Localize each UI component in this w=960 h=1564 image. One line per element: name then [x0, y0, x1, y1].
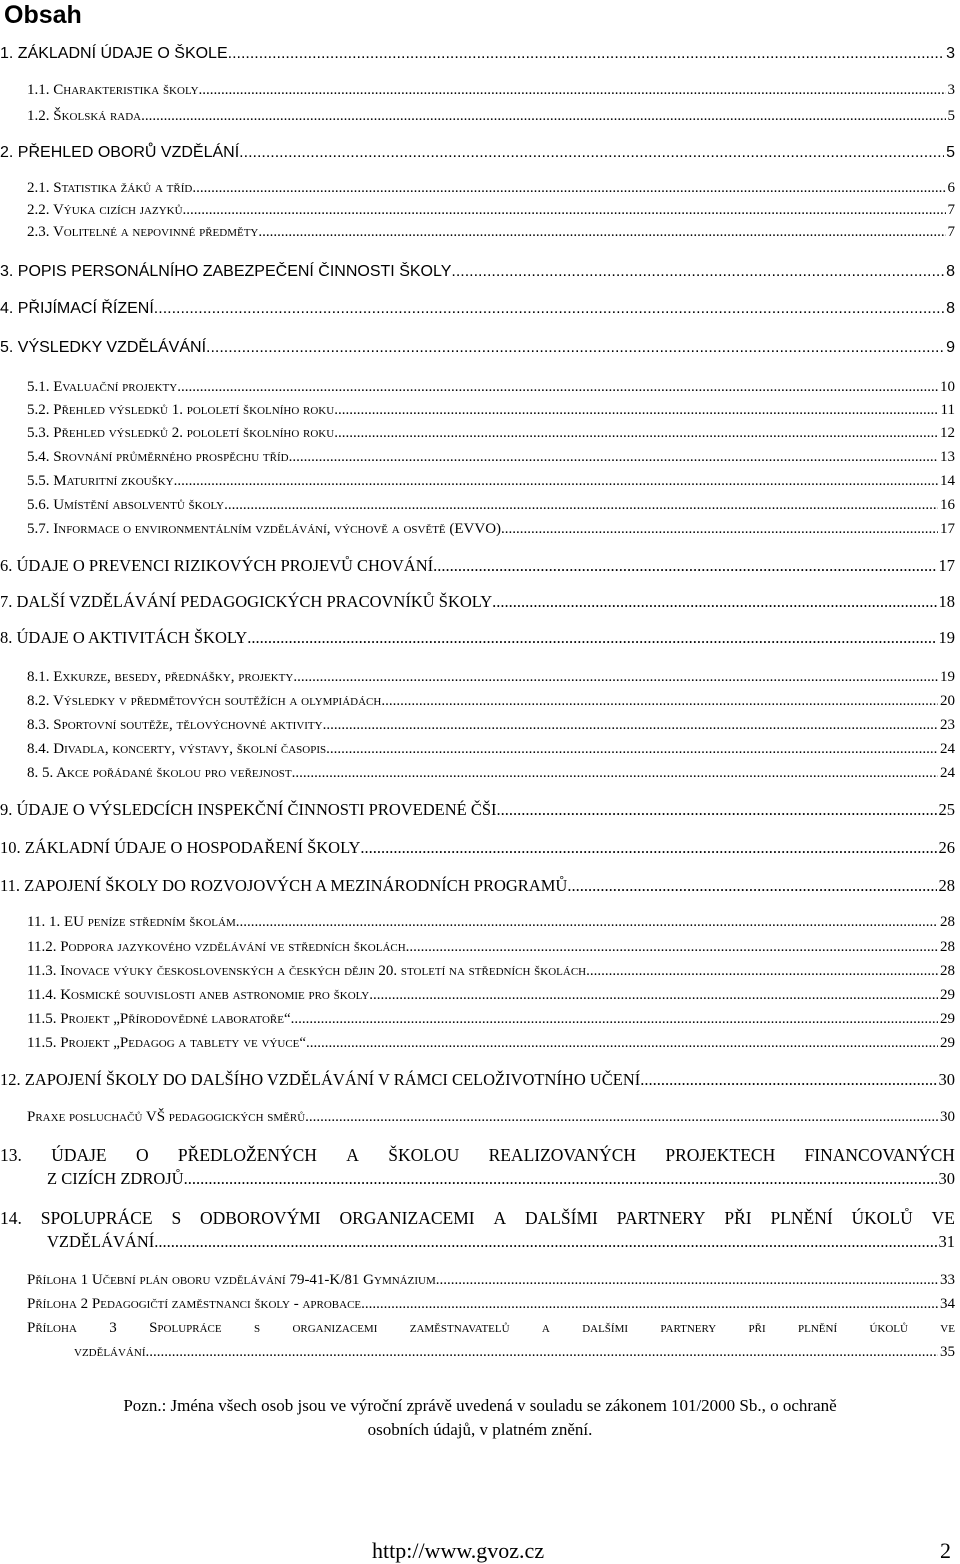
toc-entry-word: při [748, 1320, 766, 1336]
dot-leader [501, 519, 938, 539]
toc-entry[interactable] [0, 338, 955, 358]
toc-entry-page: 6 [947, 180, 955, 196]
toc-entry-word: O [135, 1145, 149, 1165]
toc-entry-label: 5.2. Přehled výsledků 1. pololetí školního roku [27, 402, 335, 418]
toc-entry-word: VE [931, 1208, 955, 1228]
toc-entry[interactable] [0, 838, 955, 858]
toc-entry-word: A [346, 1145, 359, 1165]
toc-entry-word: ve [940, 1320, 955, 1336]
toc-entry-page: 31 [938, 1232, 955, 1251]
toc-entry[interactable] [0, 800, 955, 820]
toc-entry-label: 5.5. Maturitní zkoušky [27, 473, 174, 489]
toc-entry-page: 14 [940, 473, 955, 489]
toc-entry[interactable] [27, 495, 955, 515]
toc-entry-word: s [253, 1320, 261, 1336]
dot-leader [436, 1270, 938, 1290]
toc-entry-label: 3. POPIS PERSONÁLNÍHO ZABEZPEČENÍ ČINNOSTI ŠKOLY [0, 263, 452, 280]
toc-entry-word: PŘI [724, 1208, 752, 1228]
toc-entry-page: 30 [938, 1070, 955, 1089]
toc-entry-continuation[interactable] [47, 1169, 955, 1189]
toc-entry[interactable] [27, 691, 955, 711]
toc-entry-label: 8.2. Výsledky v předmětových soutěžích a olympiádách [27, 693, 382, 709]
toc-entry-page: 16 [940, 497, 955, 513]
dot-leader [199, 80, 946, 100]
privacy-note-line-1: Pozn.: Jména všech osob jsou ve výroční zprávě uvedená v souladu se zákonem 101/2000 Sb., o ochraně [123, 1396, 837, 1415]
toc-entry-label: 11.2. Podpora jazykového vzdělávání ve středních školách [27, 939, 406, 955]
toc-entry-label: Praxe posluchačů VŠ pedagogických směrů [27, 1109, 306, 1125]
dot-leader [239, 143, 944, 163]
toc-entry[interactable] [27, 985, 955, 1005]
toc-entry-page: 29 [940, 1011, 955, 1027]
dot-leader [247, 628, 936, 648]
toc-entry-page: 10 [940, 379, 955, 395]
dot-leader [492, 592, 936, 612]
toc-entry-page: 17 [938, 556, 955, 575]
toc-entry-label: 5.7. Informace o environmentálním vzdělávání, výchově a osvětě (EVVO) [27, 521, 502, 537]
toc-entry[interactable] [27, 222, 955, 242]
toc-entry[interactable] [27, 1107, 955, 1127]
toc-entry-page: 5 [946, 144, 955, 161]
toc-entry-page: 25 [938, 800, 955, 819]
toc-entry-word: S [171, 1208, 182, 1228]
toc-entry-word: dalšími [582, 1320, 629, 1336]
toc-entry-label: 1.2. Školská rada [27, 108, 142, 124]
toc-entry-page: 34 [940, 1296, 955, 1312]
dot-leader [141, 106, 945, 126]
dot-leader [433, 556, 936, 576]
toc-entry-label: 8.3. Sportovní soutěže, tělovýchovné aktivity [27, 717, 323, 733]
dot-leader [292, 763, 938, 783]
toc-entry-page: 8 [946, 263, 955, 280]
toc-entry[interactable] [27, 1270, 955, 1290]
toc-entry-page: 7 [947, 202, 955, 218]
toc-entry[interactable] [27, 471, 955, 491]
toc-entry-label: 11.5. Projekt „Přírodovědné laboratoře“ [27, 1011, 291, 1027]
toc-entry[interactable] [0, 299, 955, 319]
toc-entry-label: Příloha 2 Pedagogičtí zaměstnanci školy - aprobace [27, 1296, 362, 1312]
toc-entry-label: 5.1. Evaluační projekty [27, 379, 178, 395]
toc-entry[interactable] [0, 262, 955, 282]
toc-entry-word: SPOLUPRÁCE [40, 1208, 153, 1228]
toc-entry-page: 23 [940, 717, 955, 733]
toc-entry[interactable] [0, 592, 955, 612]
toc-entry-page: 17 [940, 521, 955, 537]
dot-leader [361, 1294, 938, 1314]
toc-entry-word: úkolů [869, 1320, 908, 1336]
dot-leader [236, 912, 938, 932]
dot-leader [451, 262, 944, 282]
dot-leader [174, 471, 938, 491]
toc-entry-word: A [493, 1208, 507, 1228]
toc-entry-page: 29 [940, 1035, 955, 1051]
dot-leader [360, 838, 936, 858]
dot-leader [291, 1009, 938, 1029]
dot-leader [228, 44, 944, 64]
toc-entry[interactable] [27, 667, 955, 687]
toc-entry-word: a [541, 1320, 550, 1336]
dot-leader [323, 715, 938, 735]
toc-entry[interactable] [27, 377, 955, 397]
toc-entry[interactable] [27, 178, 955, 198]
toc-entry-word: 13. [0, 1145, 22, 1165]
toc-entry-continuation[interactable] [74, 1342, 955, 1362]
toc-entry-label: 2.3. Volitelné a nepovinné předměty [27, 224, 259, 240]
dot-leader [334, 400, 938, 420]
toc-entry-page: 19 [938, 628, 955, 647]
toc-entry[interactable] [0, 876, 955, 896]
toc-entry-label: 11. 1. EU peníze středním školám [27, 914, 236, 930]
toc-entry-label: 5.4. Srovnání průměrného prospěchu tříd [27, 449, 289, 465]
toc-entry-word: PROJEKTECH [665, 1145, 776, 1165]
toc-entry-page: 28 [938, 876, 955, 895]
toc-entry[interactable] [27, 200, 955, 220]
dot-leader [184, 1169, 937, 1189]
toc-entry[interactable] [0, 1208, 955, 1228]
toc-entry-page: 29 [940, 987, 955, 1003]
toc-entry[interactable] [27, 739, 955, 759]
dot-leader [258, 222, 945, 242]
toc-entry-page: 35 [940, 1344, 955, 1360]
toc-entry[interactable] [27, 1009, 955, 1029]
toc-entry[interactable] [27, 1033, 955, 1053]
toc-entry[interactable] [27, 519, 955, 539]
toc-entry-word: ŠKOLOU [388, 1145, 460, 1165]
dot-leader [306, 1033, 938, 1053]
toc-entry-label: 11.4. Kosmické souvislosti aneb astronomie pro školy [27, 987, 370, 1003]
toc-entry-label: 9. ÚDAJE O VÝSLEDCÍCH INSPEKČNÍ ČINNOSTI PROVEDENÉ ČŠI [0, 800, 497, 819]
toc-entry-word: REALIZOVANÝCH [488, 1145, 637, 1165]
toc-entry-word: FINANCOVANÝCH [804, 1145, 955, 1165]
toc-entry-word: 3 [109, 1320, 117, 1336]
toc-entry[interactable] [0, 44, 955, 64]
toc-entry-label: 8.1. Exkurze, besedy, přednášky, projekty [27, 669, 294, 685]
toc-entry-label: 5. VÝSLEDKY VZDĚLÁVÁNÍ [0, 339, 207, 356]
toc-entry-label: 2. PŘEHLED OBORŮ VZDĚLÁNÍ [0, 144, 240, 161]
toc-entry-label: 12. ZAPOJENÍ ŠKOLY DO DALŠÍHO VZDĚLÁVÁNÍ V RÁMCI CELOŽIVOTNÍHO UČENÍ [0, 1070, 641, 1089]
toc-entry-page: 13 [940, 449, 955, 465]
toc-entry[interactable] [27, 763, 955, 783]
toc-entry-word: ODBOROVÝMI [200, 1208, 321, 1228]
toc-entry-label: 11.3. Inovace výuky československých a českých dějin 20. století na středních školách [27, 963, 587, 979]
toc-entry-label: 8. ÚDAJE O AKTIVITÁCH ŠKOLY [0, 628, 248, 647]
toc-entry[interactable] [27, 1294, 955, 1314]
toc-entry-word: Příloha [27, 1320, 77, 1336]
dot-leader [497, 800, 937, 820]
dot-leader [369, 985, 938, 1005]
toc-entry-label: 1.1. Charakteristika školy [27, 82, 199, 98]
toc-entry-label: 7. DALŠÍ VZDĚLÁVÁNÍ PEDAGOGICKÝCH PRACOVNÍKŮ ŠKOLY [0, 592, 493, 611]
toc-entry[interactable] [27, 423, 955, 443]
dot-leader [145, 1342, 938, 1362]
dot-leader [326, 739, 938, 759]
toc-entry-label: 8.4. Divadla, koncerty, výstavy, školní časopis [27, 741, 327, 757]
toc-entry-page: 33 [940, 1272, 955, 1288]
toc-entry-page: 26 [938, 838, 955, 857]
toc-entry-page: 12 [940, 425, 955, 441]
toc-entry-page: 11 [940, 402, 955, 418]
toc-entry-word: 14. [0, 1208, 22, 1228]
toc-entry-word: PLNĚNÍ [770, 1208, 833, 1228]
toc-entry-page: 18 [938, 592, 955, 611]
toc-entry[interactable] [0, 628, 955, 648]
dot-leader [567, 876, 936, 896]
dot-leader [381, 691, 938, 711]
toc-entry[interactable] [0, 1070, 955, 1090]
dot-leader [183, 200, 946, 220]
dot-leader [293, 667, 938, 687]
toc-entry-page: 24 [940, 741, 955, 757]
dot-leader [177, 377, 938, 397]
toc-entry[interactable] [27, 715, 955, 735]
toc-entry-label: 1. ZÁKLADNÍ ÚDAJE O ŠKOLE [0, 45, 228, 62]
footer-url[interactable]: http://www.gvoz.cz [372, 1538, 545, 1563]
dot-leader [224, 495, 938, 515]
toc-entry-page: 20 [940, 693, 955, 709]
toc-entry-label: Příloha 1 Učební plán oboru vzdělávání 79-41-K/81 Gymnázium [27, 1272, 436, 1288]
toc-entry-page: 19 [940, 669, 955, 685]
toc-entry-page: 8 [946, 300, 955, 317]
toc-entry-word: plnění [798, 1320, 838, 1336]
toc-entry-label: 2.1. Statistika žáků a tříd [27, 180, 193, 196]
toc-entry-word: zaměstnavatelů [409, 1320, 510, 1336]
toc-entry-word: ÚKOLŮ [851, 1208, 913, 1228]
toc-entry-word: PARTNERY [616, 1208, 706, 1228]
toc-entry-page: 28 [940, 963, 955, 979]
toc-entry-label: vzdělávání [74, 1344, 146, 1360]
toc-entry-label: VZDĚLÁVÁNÍ [47, 1232, 155, 1251]
toc-entry-page: 3 [947, 82, 955, 98]
toc-entry[interactable] [27, 106, 955, 126]
toc-entry-label: 5.6. Umístění absolventů školy [27, 497, 225, 513]
toc-entry[interactable] [27, 961, 955, 981]
toc-entry[interactable] [27, 937, 955, 957]
dot-leader [192, 178, 945, 198]
toc-entry-label: 4. PŘIJÍMACÍ ŘÍZENÍ [0, 300, 154, 317]
toc-entry-page: 7 [947, 224, 955, 240]
toc-entry-page: 30 [938, 1169, 955, 1188]
toc-entry-word: partnery [660, 1320, 717, 1336]
dot-leader [640, 1070, 936, 1090]
footer-page-number: 2 [940, 1538, 951, 1563]
dot-leader [154, 299, 944, 319]
toc-entry-label: 11.5. Projekt „Pedagog a tablety ve výuce“ [27, 1035, 307, 1051]
dot-leader [406, 937, 938, 957]
toc-entry-word: ÚDAJE [51, 1145, 107, 1165]
toc-entry[interactable] [27, 80, 955, 100]
toc-entry-page: 28 [940, 939, 955, 955]
dot-leader [289, 447, 938, 467]
toc-entry[interactable] [0, 1145, 955, 1165]
toc-entry-label: 2.2. Výuka cizích jazyků [27, 202, 183, 218]
privacy-note-line-2: osobních údajů, v platném znění. [367, 1420, 593, 1439]
toc-entry-page: 9 [946, 339, 955, 356]
toc-entry-page: 30 [940, 1109, 955, 1125]
toc-entry-label: 8. 5. Akce pořádané školou pro veřejnost [27, 765, 292, 781]
toc-entry-page: 5 [947, 108, 955, 124]
toc-entry-label: 6. ÚDAJE O PREVENCI RIZIKOVÝCH PROJEVŮ CHOVÁNÍ [0, 556, 434, 575]
dot-leader [154, 1232, 936, 1252]
toc-entry-word: ORGANIZACEMI [339, 1208, 475, 1228]
toc-entry[interactable] [0, 556, 955, 576]
toc-entry-word: DALŠÍMI [524, 1208, 598, 1228]
toc-entry[interactable] [27, 912, 955, 932]
toc-entry-word: PŘEDLOŽENÝCH [177, 1145, 317, 1165]
dot-leader [305, 1107, 938, 1127]
toc-entry-label: 5.3. Přehled výsledků 2. pololetí školního roku [27, 425, 335, 441]
toc-entry-word: organizacemi [292, 1320, 378, 1336]
toc-entry[interactable] [27, 400, 955, 420]
toc-entry-label: 10. ZÁKLADNÍ ÚDAJE O HOSPODAŘENÍ ŠKOLY [0, 838, 361, 857]
dot-leader [334, 423, 938, 443]
dot-leader [206, 338, 944, 358]
page-title: Obsah [4, 1, 82, 29]
toc-entry-word: Spolupráce [149, 1320, 222, 1336]
toc-entry[interactable] [27, 447, 955, 467]
toc-entry-label: Z CIZÍCH ZDROJŮ [47, 1169, 184, 1188]
dot-leader [586, 961, 938, 981]
toc-entry[interactable] [27, 1318, 955, 1338]
toc-entry[interactable] [0, 143, 955, 163]
toc-entry-continuation[interactable] [47, 1232, 955, 1252]
toc-entry-page: 28 [940, 914, 955, 930]
toc-entry-page: 24 [940, 765, 955, 781]
toc-entry-label: 11. ZAPOJENÍ ŠKOLY DO ROZVOJOVÝCH A MEZINÁRODNÍCH PROGRAMŮ [0, 876, 568, 895]
toc-entry-page: 3 [946, 45, 955, 62]
